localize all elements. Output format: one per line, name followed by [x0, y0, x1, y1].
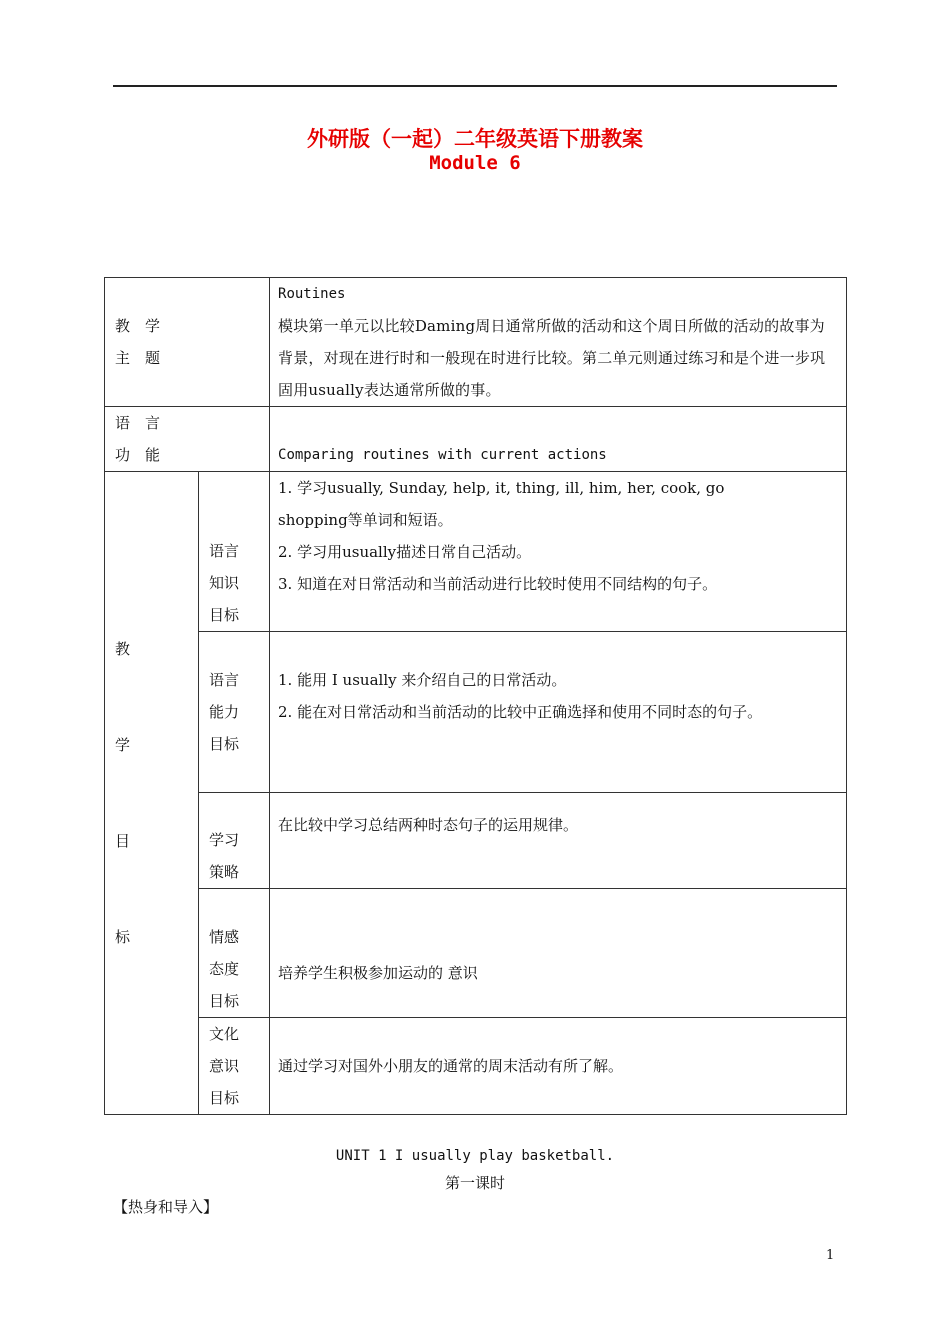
- table-row: [105, 407, 847, 472]
- function-cell: [270, 407, 847, 472]
- table-row: [105, 278, 847, 407]
- topic-label: 教 学 主 题: [105, 278, 270, 407]
- header-rule: [113, 85, 837, 87]
- strategy-cell: [270, 793, 847, 889]
- knowledge-item: 2. 学习用usually描述日常自己活动。: [278, 543, 532, 561]
- goals-char: 教: [115, 640, 131, 658]
- knowledge-item: shopping等单词和短语。: [278, 511, 453, 529]
- ability-item: 2. 能在对日常活动和当前活动的比较中正确选择和使用不同时态的句子。: [278, 703, 763, 721]
- emotion-cell: [270, 889, 847, 1018]
- table-row: [105, 1018, 847, 1115]
- goals-char: 目: [115, 832, 131, 850]
- topic-title: Routines: [278, 286, 346, 302]
- emotion-label: 情感 态度 目标: [199, 889, 270, 1018]
- ability-item: 1. 能用 I usually 来介绍自己的日常活动。: [278, 671, 567, 689]
- lesson-plan-table: [104, 277, 847, 1115]
- knowledge-item: 3. 知道在对日常活动和当前活动进行比较时使用不同结构的句子。: [278, 575, 718, 593]
- lesson-heading: 第一课时: [444, 1174, 505, 1192]
- strategy-value: 在比较中学习总结两种时态句子的运用规律。: [278, 815, 579, 834]
- culture-label: 文化 意识 目标: [199, 1018, 270, 1115]
- page-number: 1: [826, 1248, 835, 1263]
- knowledge-item: 1. 学习usually, Sunday, help, it, thing, ill, him, her, cook, go: [278, 479, 725, 497]
- topic-description: 模块第一单元以比较Daming周日通常所做的活动和这个周日所做的活动的故事为背景，对现在进行时和一般现在时进行比较。第二单元则通过练习和是个进一步巩固用usually表达通常所做的事。: [278, 317, 826, 399]
- function-value: Comparing routines with current actions: [278, 447, 607, 463]
- table-row: [105, 889, 847, 1018]
- goals-char: 学: [115, 736, 131, 754]
- unit-heading: UNIT 1 I usually play basketball.: [335, 1148, 615, 1164]
- table-row: [105, 632, 847, 793]
- goals-label: [105, 472, 199, 1115]
- ability-label: 语言 能力 目标: [199, 632, 270, 793]
- emotion-value: 培养学生积极参加运动的 意识: [278, 964, 478, 982]
- culture-cell: [270, 1018, 847, 1115]
- goals-char: 标: [115, 928, 131, 946]
- document-title: 外研版（一起）二年级英语下册教案: [307, 126, 643, 151]
- strategy-label: 学习 策略: [199, 793, 270, 889]
- knowledge-cell: [270, 472, 847, 632]
- table-row: [105, 793, 847, 889]
- table-row: [105, 472, 847, 632]
- knowledge-label: 语言 知识 目标: [199, 472, 270, 632]
- ability-cell: [270, 632, 847, 793]
- topic-cell: [270, 278, 847, 407]
- section-heading: 【热身和导入】: [113, 1198, 219, 1216]
- culture-value: 通过学习对国外小朋友的通常的周末活动有所了解。: [278, 1057, 624, 1075]
- function-label: 语 言 功 能: [105, 407, 270, 472]
- document-subtitle: Module 6: [429, 152, 521, 174]
